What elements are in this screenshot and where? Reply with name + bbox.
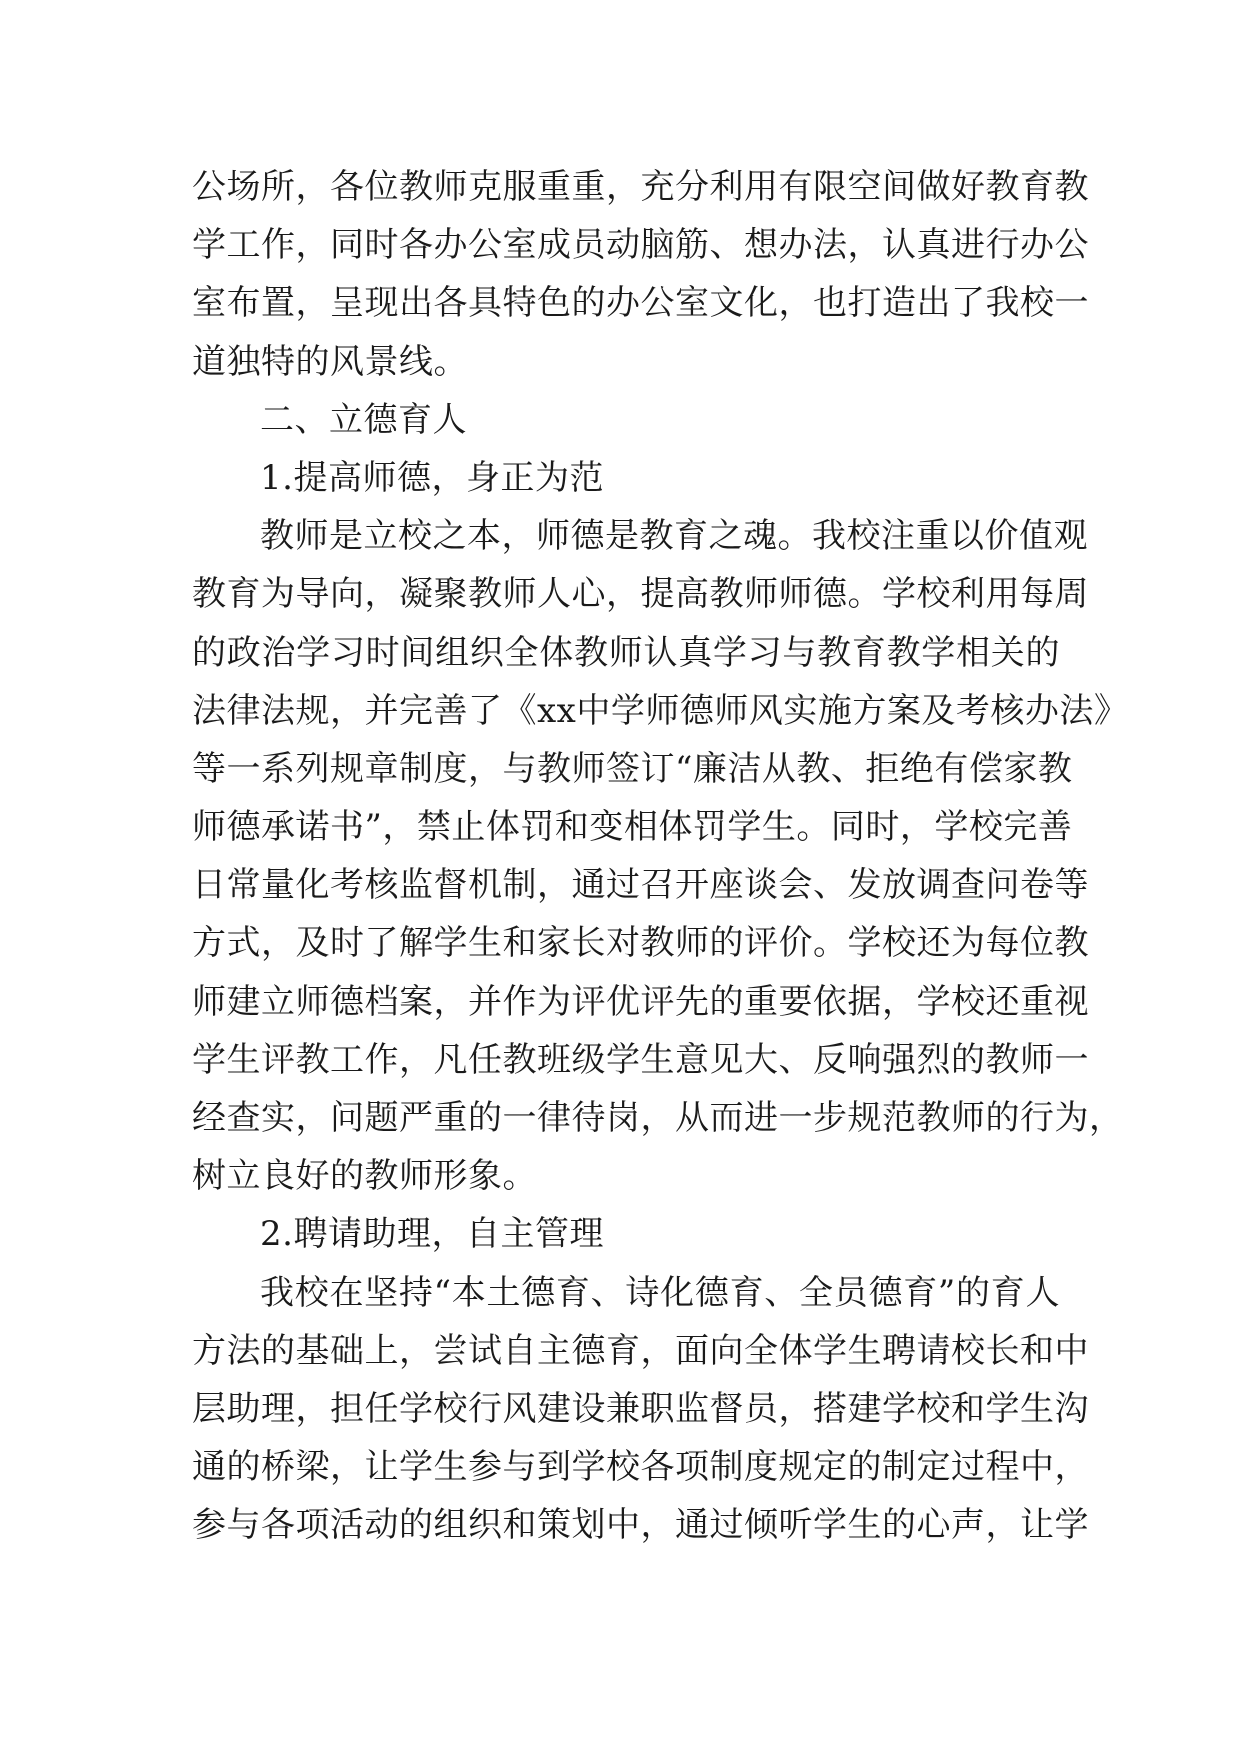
text-line: 师德承诺书”，禁止体罚和变相体罚学生。同时，学校完善 bbox=[192, 807, 1073, 848]
text-line: 方法的基础上，尝试自主德育，面向全体学生聘请校长和中 bbox=[192, 1330, 1089, 1371]
section-heading: 二、立德育人 bbox=[260, 399, 467, 440]
subsection-heading: 1.提高师德，身正为范 bbox=[260, 457, 604, 498]
text-line: 道独特的风景线。 bbox=[192, 341, 468, 382]
text-line: 学工作，同时各办公室成员动脑筋、想办法，认真进行办公 bbox=[192, 225, 1089, 266]
text-line: 层助理，担任学校行风建设兼职监督员，搭建学校和学生沟 bbox=[192, 1388, 1089, 1429]
text-line: 公场所，各位教师克服重重，充分利用有限空间做好教育教 bbox=[192, 167, 1089, 207]
text-line: 室布置，呈现出各具特色的办公室文化，也打造出了我校一 bbox=[192, 283, 1089, 324]
text-line: 方式，及时了解学生和家长对教师的评价。学校还为每位教 bbox=[192, 923, 1089, 964]
text-line: 的政治学习时间组织全体教师认真学习与教育教学相关的 bbox=[192, 632, 1060, 673]
subsection-heading: 2.聘请助理，自主管理 bbox=[260, 1214, 604, 1255]
text-line: 参与各项活动的组织和策划中，通过倾听学生的心声，让学 bbox=[192, 1505, 1089, 1546]
text-line: 树立良好的教师形象。 bbox=[192, 1156, 537, 1197]
text-line: 我校在坚持“本土德育、诗化德育、全员德育”的育人 bbox=[260, 1272, 1060, 1313]
text-line: 学生评教工作，凡任教班级学生意见大、反响强烈的教师一 bbox=[192, 1039, 1089, 1080]
text-line: 等一系列规章制度，与教师签订“廉洁从教、拒绝有偿家教 bbox=[192, 748, 1073, 789]
text-line: 教师是立校之本，师德是教育之魂。我校注重以价值观 bbox=[260, 516, 1088, 557]
text-line: 法律法规，并完善了《xx中学师德师风实施方案及考核办法》 bbox=[192, 690, 1129, 731]
text-line: 教育为导向，凝聚教师人心，提高教师师德。学校利用每周 bbox=[192, 574, 1089, 615]
text-line: 师建立师德档案，并作为评优评先的重要依据，学校还重视 bbox=[192, 981, 1089, 1022]
text-line: 通的桥梁，让学生参与到学校各项制度规定的制定过程中， bbox=[192, 1447, 1089, 1488]
text-line: 日常量化考核监督机制，通过召开座谈会、发放调查问卷等 bbox=[192, 865, 1089, 906]
body-text bbox=[192, 158, 1129, 1555]
text-line: 经查实，问题严重的一律待岗，从而进一步规范教师的行为， bbox=[192, 1098, 1124, 1138]
